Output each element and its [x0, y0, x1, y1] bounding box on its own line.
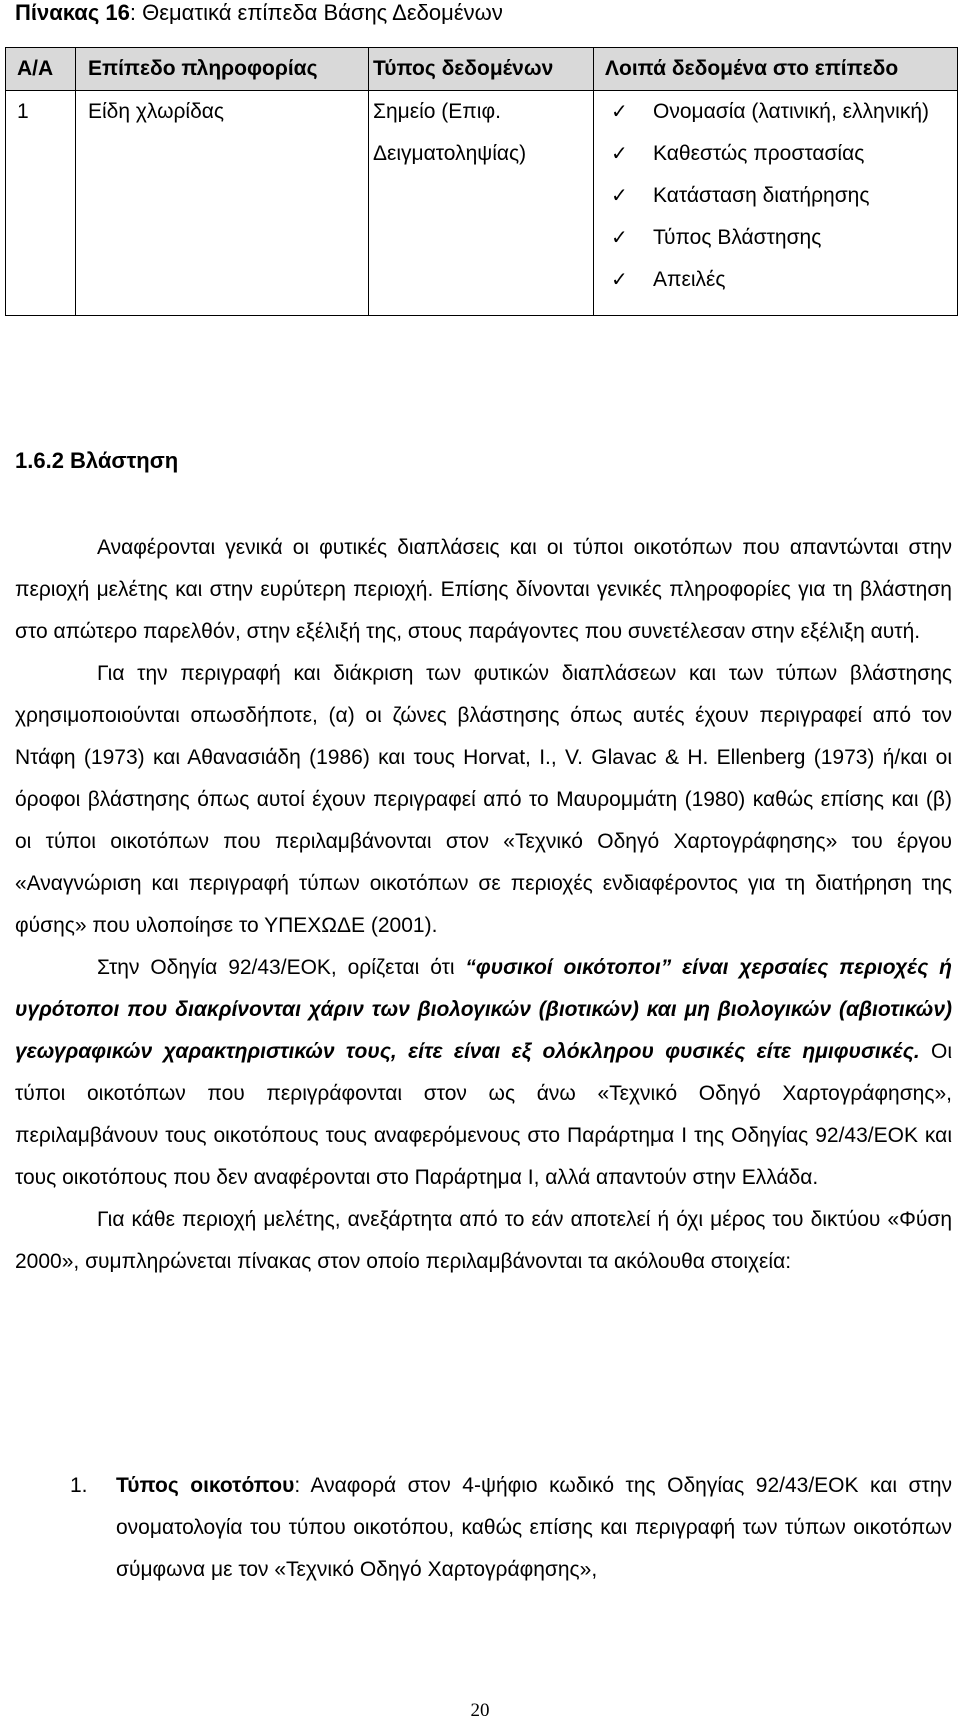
table-row: [6, 91, 958, 316]
other-item-text: Καθεστώς προστασίας: [653, 142, 865, 165]
list-item: [70, 1465, 952, 1591]
list-item-description: : Αναφορά στον 4-ψήφιο κωδικό της Οδηγίας 92/43/ΕΟΚ και στην ονοματολογία του τύπου οικοτόπου, καθώς επίσης και περιγραφή των τύπων οικοτόπων σύμφωνα με τον «Τεχνικό Οδηγό Χαρτογράφησης»,: [116, 1474, 952, 1581]
cell-type: Σημείο (Επιφ. Δειγματοληψίας): [369, 91, 594, 316]
check-icon: ✓: [611, 185, 628, 207]
list-item-term: Τύπος οικοτόπου: [116, 1474, 295, 1497]
cell-level: Είδη χλωρίδας: [76, 91, 369, 316]
check-icon: ✓: [611, 101, 628, 123]
body-text: [15, 527, 952, 1283]
cell-other: [594, 91, 958, 316]
paragraph-3-end: Οι τύποι οικοτόπων που περιγράφονται στον ως άνω «Τεχνικό Οδηγό Χαρτογράφησης», περιλαμβάνουν τους οικοτόπους τους αναφερόμενους στο Παράρτημα Ι της Οδηγίας 92/43/ΕΟΚ και τους οικοτόπους που δεν αναφέρονται στο Παράρτημα Ι, αλλά απαντούν στην Ελλάδα.: [15, 1040, 952, 1189]
paragraph-4: Για κάθε περιοχή μελέτης, ανεξάρτητα από το εάν αποτελεί ή όχι μέρος του δικτύου «Φύση 2000», συμπληρώνεται πίνακας στον οποίο περιλαμβάνονται τα ακόλουθα στοιχεία:: [15, 1208, 952, 1273]
header-other: Λοιπά δεδομένα στο επίπεδο: [594, 48, 958, 91]
paragraph-3-definition: “φυσικοί οικότοποι” είναι χερσαίες περιοχές ή υγρότοποι που διακρίνονται χάριν των βιολογικών (βιοτικών) και μη βιολογικών (αβιοτικών) γεωγραφικών χαρακτηριστικών τους, είτε είναι εξ ολόκληρου φυσικές είτε ημιφυσικές.: [15, 956, 952, 1063]
list-item: [594, 217, 957, 259]
check-icon: ✓: [611, 269, 628, 291]
header-type: Τύπος δεδομένων: [369, 48, 594, 91]
caption-text: : Θεματικά επίπεδα Βάσης Δεδομένων: [129, 0, 503, 25]
header-aa: Α/Α: [6, 48, 76, 91]
paragraph-3-start: Στην Οδηγία 92/43/ΕΟΚ, ορίζεται ότι: [97, 956, 466, 979]
table-header-row: [6, 48, 958, 91]
list-item: [594, 175, 957, 217]
paragraph-1: Αναφέρονται γενικά οι φυτικές διαπλάσεις και οι τύποι οικοτόπων που απαντώνται στην περιοχή μελέτης και στην ευρύτερη περιοχή. Επίσης δίνονται γενικές πληροφορίες για τη βλάστηση στο απώτερο παρελθόν, στην εξέλιξή της, στους παράγοντες που συνετέλεσαν στην εξέλιξη αυτή.: [15, 536, 952, 643]
page-number: 20: [470, 1700, 490, 1721]
check-icon: ✓: [611, 227, 628, 249]
other-data-list: [594, 91, 957, 315]
header-level: Επίπεδο πληροφορίας: [76, 48, 369, 91]
paragraph-2: Για την περιγραφή και διάκριση των φυτικών διαπλάσεων και των τύπων βλάστησης χρησιμοποιούνται οπωσδήποτε, (α) οι ζώνες βλάστησης όπως αυτές έχουν περιγραφεί από τον Ντάφη (1973) και Αθανασιάδη (1986) και τους Horvat, I., V. Glavac & H. Ellenberg (1973) ή/και οι όροφοι βλάστησης όπως αυτοί έχουν περιγραφεί από το Μαυρομμάτη (1980) καθώς επίσης και (β) οι τύποι οικοτόπων που περιλαμβάνονται στον «Τεχνικό Οδηγό Χαρτογράφησης» του έργου «Αναγνώριση και περιγραφή τύπων οικοτόπων σε περιοχές ενδιαφέροντος για τη διατήρηση της φύσης» που υλοποίησε το ΥΠΕΧΩΔΕ (2001).: [15, 662, 952, 937]
caption-label: Πίνακας 16: [15, 0, 130, 25]
data-layers-table: [5, 47, 958, 316]
list-item-text: [116, 1465, 952, 1591]
other-item-text: Απειλές: [653, 268, 726, 291]
cell-aa: 1: [6, 91, 76, 316]
paragraph-3: [15, 947, 952, 1199]
other-item-text: Τύπος Βλάστησης: [653, 226, 822, 249]
list-item: [594, 133, 957, 175]
list-item: [594, 259, 957, 301]
other-item-text: Κατάσταση διατήρησης: [653, 184, 870, 207]
list-item: [594, 91, 957, 133]
section-heading: 1.6.2 Βλάστηση: [15, 448, 179, 473]
table-caption: [15, 0, 503, 26]
check-icon: ✓: [611, 143, 628, 165]
list-item-number: 1.: [70, 1474, 88, 1497]
other-item-text: Ονομασία (λατινική, ελληνική): [653, 100, 930, 123]
